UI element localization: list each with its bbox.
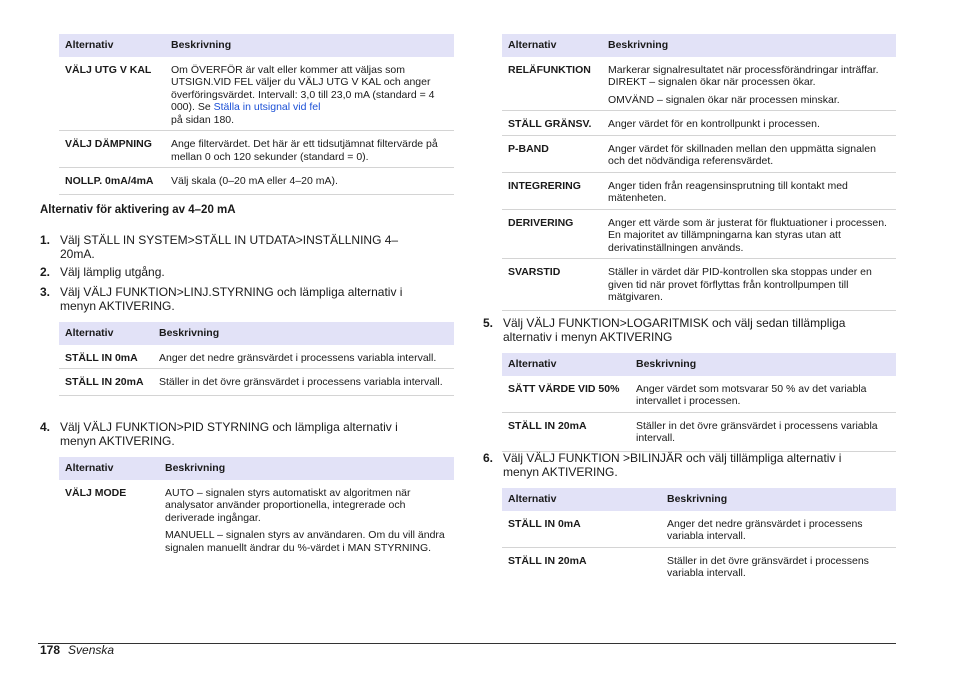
option-description: AUTO – signalen styrs automatiskt av algoritmen när analysator använder proportionella, integrerade och deriverade ingångar. MANUELL – signalen styrs av användaren. Om du vill ändra signalen manuellt ändrar du %-värdet i MAN STYRNING.	[165, 486, 445, 554]
column-header: Alternativ	[59, 457, 159, 480]
page-footer	[40, 643, 114, 657]
table-row	[502, 259, 896, 311]
step-2: 2. Välj lämplig utgång.	[40, 265, 165, 279]
table-bilinjar	[502, 488, 896, 584]
column-header: Alternativ	[59, 34, 165, 57]
option-name: STÄLL IN 20mA	[508, 554, 587, 567]
table-row	[502, 376, 896, 413]
table-row	[59, 345, 454, 369]
column-header: Beskrivning	[630, 353, 896, 376]
option-description: Anger det nedre gränsvärdet i processens variabla intervall.	[661, 511, 896, 548]
option-description: Anger värdet för en kontrollpunkt i processen.	[602, 111, 896, 136]
option-description: Ange filtervärdet. Det här är ett tidsutjämnat filtervärde på mellan 0 och 120 sekunder (standard = 0).	[165, 131, 454, 168]
step-3: 3. Välj VÄLJ FUNKTION>LINJ.STYRNING och lämpliga alternativ i menyn AKTIVERING.	[40, 285, 403, 313]
footer-language: Svenska	[68, 643, 115, 657]
option-name: STÄLL IN 20mA	[59, 369, 153, 396]
column-header: Alternativ	[502, 488, 661, 511]
table-row	[502, 511, 896, 548]
option-name: VÄLJ MODE	[65, 486, 127, 499]
table-pid-styrning	[59, 457, 454, 558]
table-row	[502, 172, 896, 209]
step-6: 6. Välj VÄLJ FUNKTION >BILINJÄR och välj tillämpliga alternativ i menyn AKTIVERING.	[483, 451, 842, 479]
option-description: Välj skala (0–20 mA eller 4–20 mA).	[165, 168, 454, 195]
table-row	[59, 369, 454, 396]
option-name: SÄTT VÄRDE VID 50%	[502, 376, 630, 413]
option-description: Ställer in det övre gränsvärdet i processens variabla intervall.	[153, 369, 454, 396]
option-description: Ställer in det övre gränsvärdet i processens variabla intervall.	[667, 554, 869, 579]
column-header: Beskrivning	[159, 457, 454, 480]
option-name: P-BAND	[502, 135, 602, 172]
footer-divider	[38, 643, 896, 644]
option-name: DERIVERING	[502, 209, 602, 259]
table-row	[502, 412, 896, 451]
page-number: 178	[40, 643, 61, 657]
table-row	[59, 168, 454, 195]
column-header: Beskrivning	[602, 34, 896, 57]
table-row	[59, 57, 454, 131]
column-header: Beskrivning	[661, 488, 896, 511]
option-name: STÄLL IN 0mA	[502, 511, 661, 548]
option-name: STÄLL GRÄNSV.	[502, 111, 602, 136]
option-description: Anger värdet för skillnaden mellan den uppmätta signalen och det nödvändiga referensvärdet.	[602, 135, 896, 172]
option-name: RELÄFUNKTION	[502, 57, 602, 111]
column-header: Beskrivning	[153, 322, 454, 345]
option-name: STÄLL IN 0mA	[59, 345, 153, 369]
table-row	[59, 480, 454, 559]
option-name: INTEGRERING	[502, 172, 602, 209]
column-header: Alternativ	[59, 322, 153, 345]
table-row	[502, 135, 896, 172]
table-row	[502, 209, 896, 259]
table-valj-utg	[59, 34, 454, 195]
option-name: SVARSTID	[502, 259, 602, 311]
column-header: Alternativ	[502, 34, 602, 57]
table-pid-options	[502, 34, 896, 311]
option-description: Anger det nedre gränsvärdet i processens variabla intervall.	[153, 345, 454, 369]
step-5: 5. Välj VÄLJ FUNKTION>LOGARITMISK och välj sedan tillämpliga alternativ i menyn AKTIVERING	[483, 316, 846, 344]
option-description: Ställer in värdet där PID-kontrollen ska stoppas under en given tid när provet förflyttas från kontrollpumpen till mätgivaren.	[602, 259, 896, 311]
step-1: 1. Välj STÄLL IN SYSTEM>STÄLL IN UTDATA>INSTÄLLNING 4– 20mA.	[40, 233, 399, 261]
table-row	[59, 131, 454, 168]
cross-reference-link[interactable]: Ställa in utsignal vid fel	[213, 101, 321, 113]
section-heading: Alternativ för aktivering av 4–20 mA	[40, 204, 236, 216]
option-description: Ställer in det övre gränsvärdet i processens variabla intervall.	[630, 412, 896, 451]
option-description: Anger värdet som motsvarar 50 % av det variabla intervallet i processen.	[630, 376, 896, 413]
table-row	[502, 57, 896, 111]
option-name: VÄLJ DÄMPNING	[59, 131, 165, 168]
option-description: Anger ett värde som är justerat för fluktuationer i processen. En majoritet av tillämpningarna kan styras utan att derivatinställningen används.	[602, 209, 896, 259]
column-header: Beskrivning	[165, 34, 454, 57]
option-description: Anger tiden från reagensinsprutning till kontakt med mätenheten.	[602, 172, 896, 209]
option-name: STÄLL IN 20mA	[502, 412, 630, 451]
table-linj-styrning	[59, 322, 454, 396]
table-row	[502, 111, 896, 136]
table-logaritmisk	[502, 353, 896, 452]
column-header: Alternativ	[502, 353, 630, 376]
step-4: 4. Välj VÄLJ FUNKTION>PID STYRNING och lämpliga alternativ i menyn AKTIVERING.	[40, 420, 398, 448]
option-description: Markerar signalresultatet när processförändringar inträffar. DIREKT – signalen ökar när processen ökar. OMVÄND – signalen ökar när processen minskar.	[602, 57, 896, 111]
option-name: NOLLP. 0mA/4mA	[59, 168, 165, 195]
option-name: VÄLJ UTG V KAL	[59, 57, 165, 131]
table-row	[502, 547, 896, 584]
option-description: Om ÖVERFÖR är valt eller kommer att väljas som UTSIGN.VID FEL väljer du VÄLJ UTG V KAL och anger överföringsvärdet. Intervall: 3,0 till 23,0 mA (standard = 4 000). Se Ställa in utsignal vid fel på sidan 180.	[165, 57, 454, 131]
